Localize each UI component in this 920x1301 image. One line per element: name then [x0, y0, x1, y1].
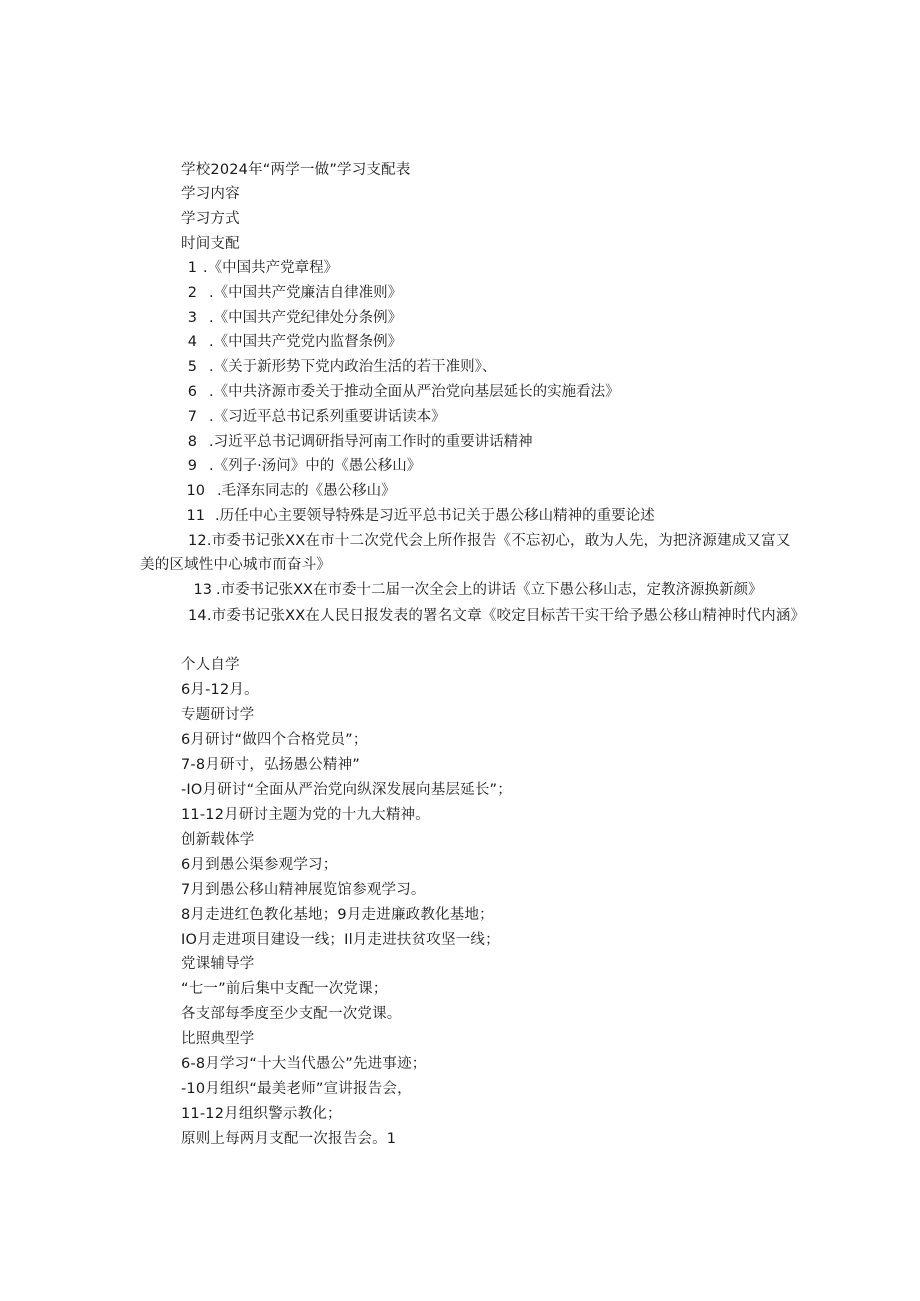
schedule-line: -IO月研讨“全面从严治党向纵深发展向基层延长”； [181, 782, 512, 798]
header-method: 学习方式 [181, 211, 240, 227]
schedule-line: 11-12月组织警示教化； [181, 1106, 342, 1122]
content-item-number: 12 [188, 533, 207, 549]
content-item [140, 604, 806, 628]
content-item-number: 7 [187, 409, 197, 425]
content-item-text: .《中共济源市委关于推动全面从严治党向基层延长的实施看法》 [209, 384, 620, 400]
content-item-number: 9 [187, 458, 197, 474]
content-item [181, 457, 421, 475]
content-item [188, 581, 762, 599]
content-item-text: .《中国共产党章程》 [203, 260, 339, 276]
schedule-line: 6-8月学习“十大当代愚公”先进事迹； [181, 1056, 427, 1072]
content-item-text: .市委书记张XX在人民日报发表的署名文章《咬定目标苦干实干给予愚公移山精神时代内涵》 [206, 608, 806, 624]
content-item-number: 13 [193, 582, 212, 598]
content-item-text: .《中国共产党纪律处分条例》 [209, 310, 403, 326]
content-item-text: .习近平总书记调研指导河南工作时的重要讲话精神 [209, 434, 533, 450]
schedule-line: 各支部每季度至少支配一次党课。 [181, 1006, 402, 1022]
content-item-number: 6 [187, 384, 197, 400]
schedule-line: -10月组织“最美老师”宣讲报告会， [181, 1081, 412, 1097]
content-item-number: 1 [187, 260, 197, 276]
method-party-lecture: 党课辅导学 [181, 956, 255, 972]
schedule-line: 6月-12月。 [181, 682, 259, 698]
method-role-model: 比照典型学 [181, 1031, 255, 1047]
content-item [181, 507, 655, 525]
method-personal-study: 个人自学 [181, 657, 240, 673]
content-item-number: 2 [187, 285, 197, 301]
content-item [181, 482, 396, 500]
content-item-number: 10 [186, 483, 205, 499]
content-item [181, 408, 446, 426]
header-content: 学习内容 [181, 186, 240, 202]
schedule-line: 原则上每两月支配一次报告会。1 [181, 1131, 397, 1147]
content-item-number: 5 [187, 359, 197, 375]
content-item-text: .市委书记张XX在市十二次党代会上所作报告《不忘初心，敢为人先，为把济源建成又富又美的区域性中心城市而奋斗》 [140, 533, 791, 573]
content-item-number: 4 [187, 334, 197, 350]
schedule-line: 11-12月研讨主题为党的十九大精神。 [181, 807, 430, 823]
content-item-text: .毛泽东同志的《愚公移山》 [217, 483, 396, 499]
content-item-text: .《列子·汤问》中的《愚公移山》 [209, 458, 422, 474]
content-item-text: .市委书记张XX在市委十二届一次全会上的讲话《立下愚公移山志，定教济源换新颜》 [216, 582, 763, 598]
schedule-line: 7月到愚公移山精神展览馆参观学习。 [181, 882, 426, 898]
method-topic-seminar: 专题研讨学 [181, 707, 255, 723]
schedule-line: 6月到愚公渠参观学习； [181, 857, 338, 873]
content-item [181, 309, 402, 327]
content-item [181, 259, 338, 277]
content-item-text: .《习近平总书记系列重要讲话读本》 [209, 409, 446, 425]
content-item-number: 11 [186, 508, 205, 524]
content-item-text: .历任中心主要领导特殊是习近平总书记关于愚公移山精神的重要论述 [215, 508, 655, 524]
schedule-line: 8月走进红色教化基地；9月走进廉政教化基地； [181, 907, 494, 923]
content-item-number: 8 [187, 434, 197, 450]
content-item-text: .《中国共产党党内监督条例》 [209, 334, 403, 350]
content-item [181, 433, 533, 451]
content-item [140, 529, 800, 577]
schedule-line: 6月研讨“做四个合格党员”； [181, 732, 368, 748]
schedule-line: 7-8月研寸，弘扬愚公精神” [181, 757, 360, 773]
document-title: 学校2024年“两学一做”学习支配表 [181, 162, 411, 178]
content-item-number: 3 [187, 310, 197, 326]
content-item-text: .《中国共产党廉洁自律准则》 [209, 285, 403, 301]
content-item-number: 14 [188, 608, 207, 624]
content-item [181, 383, 620, 401]
header-schedule: 时间支配 [181, 236, 240, 252]
method-innovative-carrier: 创新载体学 [181, 832, 255, 848]
schedule-line: IO月走进项目建设一线；Il月走进扶贫攻坚一线； [181, 932, 500, 948]
schedule-line: “七一”前后集中支配一次党课； [181, 981, 388, 997]
content-item [181, 333, 402, 351]
content-item-text: .《关于新形势下党内政治生活的若干准则》、 [209, 359, 497, 375]
content-item [181, 358, 496, 376]
content-item [181, 284, 402, 302]
